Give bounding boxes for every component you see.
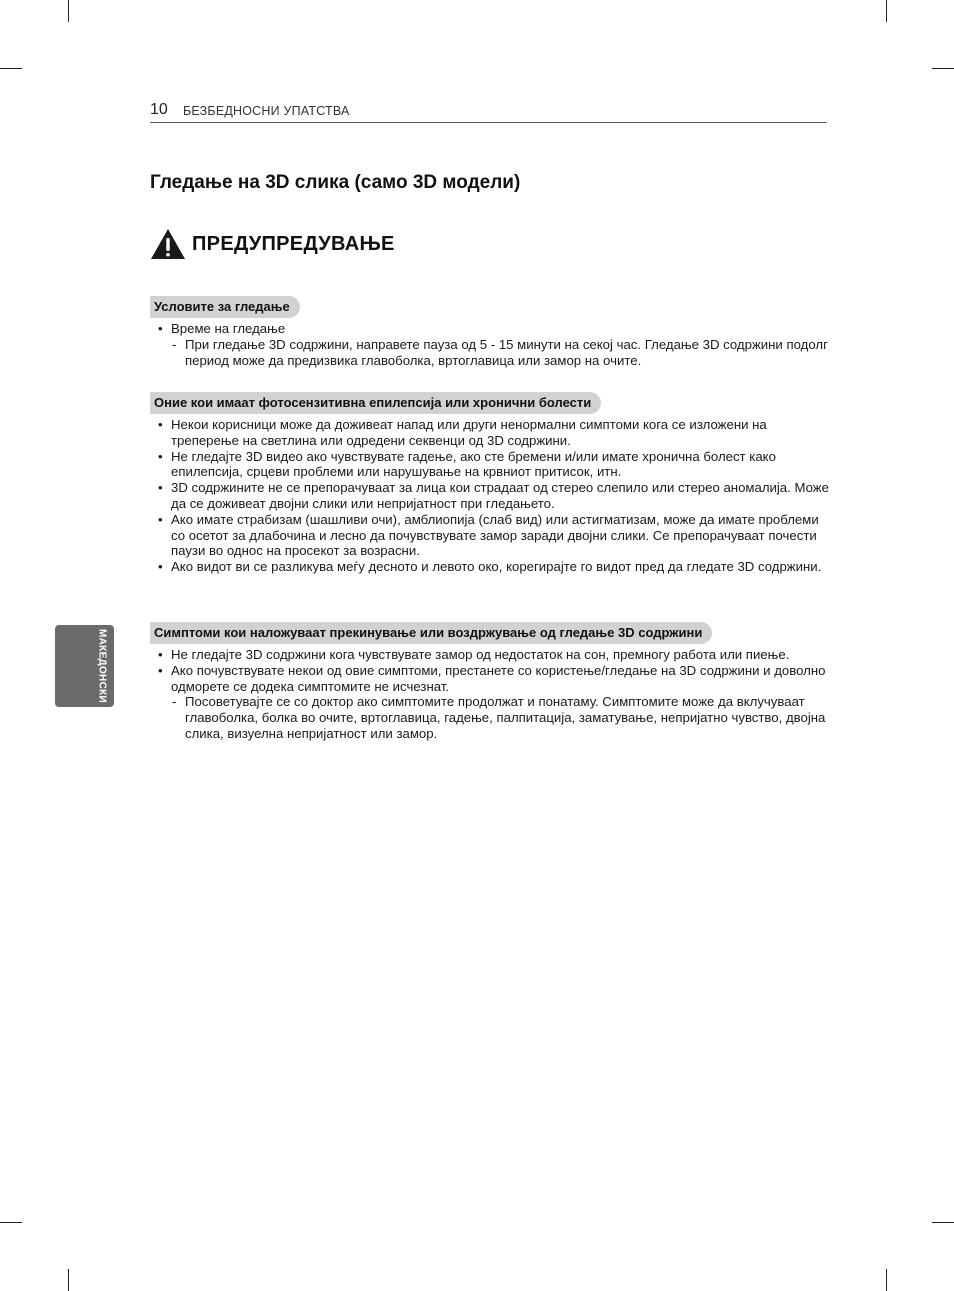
list-item	[150, 559, 830, 575]
bullet-icon: •	[158, 559, 163, 575]
header-title: БЕЗБЕДНОСНИ УПАТСТВА	[183, 104, 350, 118]
list-item-text: Не гледајте 3D видео ако чувствувате гадење, ако сте бремени и/или имате хронична болест како епилепсија, срцеви проблеми или нарушување на крвниот притисок, итн.	[171, 448, 776, 480]
list-item-text: 3D содржините не се препорачуваат за лица кои страдаат од стерео слепило или стерео аномалија. Може да се доживеат двојни слики или непријатност при гледањето.	[171, 480, 829, 511]
crop-mark	[68, 0, 69, 22]
epilepsy-list	[150, 417, 830, 575]
list-item-text: Некои корисници може да доживеат напад или други ненормални симптоми кога се изложени на треперење на светлина или одредени секвенци од 3D содржини.	[171, 417, 767, 448]
list-item-text: Време на гледање	[171, 321, 286, 336]
sublist-item-text: При гледање 3D содржини, направете пауза од 5 - 15 минути на секој час. Гледање 3D содржини подолг период може да предизвика главоболка, вртоглавица или замор на очите.	[185, 336, 828, 368]
subheading-epilepsy: Оние кои имаат фотосензитивна епилепсија или хронични болести	[150, 392, 601, 414]
list-item	[150, 663, 830, 742]
list-item	[150, 480, 830, 512]
subheading-symptoms: Симптоми кои наложуваат прекинување или воздржување од гледање 3D содржини	[150, 622, 712, 644]
list-item	[150, 417, 830, 449]
bullet-icon: •	[158, 448, 163, 464]
sublist-item-text: Посоветувајте се со доктор ако симптомите продолжат и понатаму. Симптомите може да вклучуваат главоболка, болка во очите, вртоглавица, гадење, палпитација, заматување, непријатно чувство, двојна слика, визуелна непријатност или замор.	[185, 694, 826, 741]
warning-triangle-icon	[150, 228, 186, 260]
list-item-text: Ако имате страбизам (шашливи очи), амблиопија (слаб вид) или астигматизам, може да имате проблеми со осетот за длабочина и лесно да почувствувате замор заради двојни слики. Се препорачуваат почести паузи во однос на просекот за возрасни.	[171, 511, 819, 559]
dash-icon: -	[172, 336, 177, 352]
list-item-text: Не гледајте 3D содржини кога чувствувате замор од недостаток на сон, премногу работа или пиење.	[171, 647, 790, 662]
sublist	[171, 337, 830, 369]
dash-icon: -	[172, 694, 177, 710]
crop-mark	[886, 0, 887, 22]
language-tab-label: МАКЕДОНСКИ	[96, 629, 108, 703]
sublist-item	[171, 694, 830, 741]
symptoms-list	[150, 647, 830, 742]
list-item-text: Ако видот ви се разликува меѓу десното и левото око, корегирајте го видот пред да гледате 3D содржини.	[171, 559, 822, 575]
crop-mark	[0, 68, 22, 69]
page-number: 10	[150, 101, 168, 118]
crop-mark	[68, 1269, 69, 1291]
bullet-icon: •	[158, 647, 163, 662]
list-item	[150, 647, 830, 663]
warning-label: ПРЕДУПРЕДУВАЊЕ	[192, 232, 395, 255]
section-title: Гледање на 3D слика (само 3D модели)	[150, 172, 521, 193]
list-item-text: Ако почувствувате некои од овие симптоми, престанете со користење/гледање на 3D содржини и доволно одморете се додека симптомите не исчезнат.	[171, 662, 826, 694]
list-item	[150, 449, 830, 481]
list-item	[150, 321, 830, 368]
crop-mark	[886, 1269, 887, 1291]
bullet-icon: •	[158, 480, 163, 496]
page-header	[150, 100, 827, 123]
bullet-icon: •	[158, 321, 163, 336]
crop-mark	[0, 1222, 22, 1223]
language-tab	[55, 625, 114, 707]
sublist-item	[171, 337, 830, 369]
crop-mark	[932, 1222, 954, 1223]
bullet-icon: •	[158, 511, 163, 527]
subheading-viewing-conditions: Условите за гледање	[150, 296, 300, 318]
list-item	[150, 512, 830, 559]
warning-banner	[150, 228, 395, 260]
viewing-conditions-list	[150, 321, 830, 368]
bullet-icon: •	[158, 662, 163, 678]
bullet-icon: •	[158, 417, 163, 432]
sublist	[171, 694, 830, 741]
crop-mark	[932, 68, 954, 69]
